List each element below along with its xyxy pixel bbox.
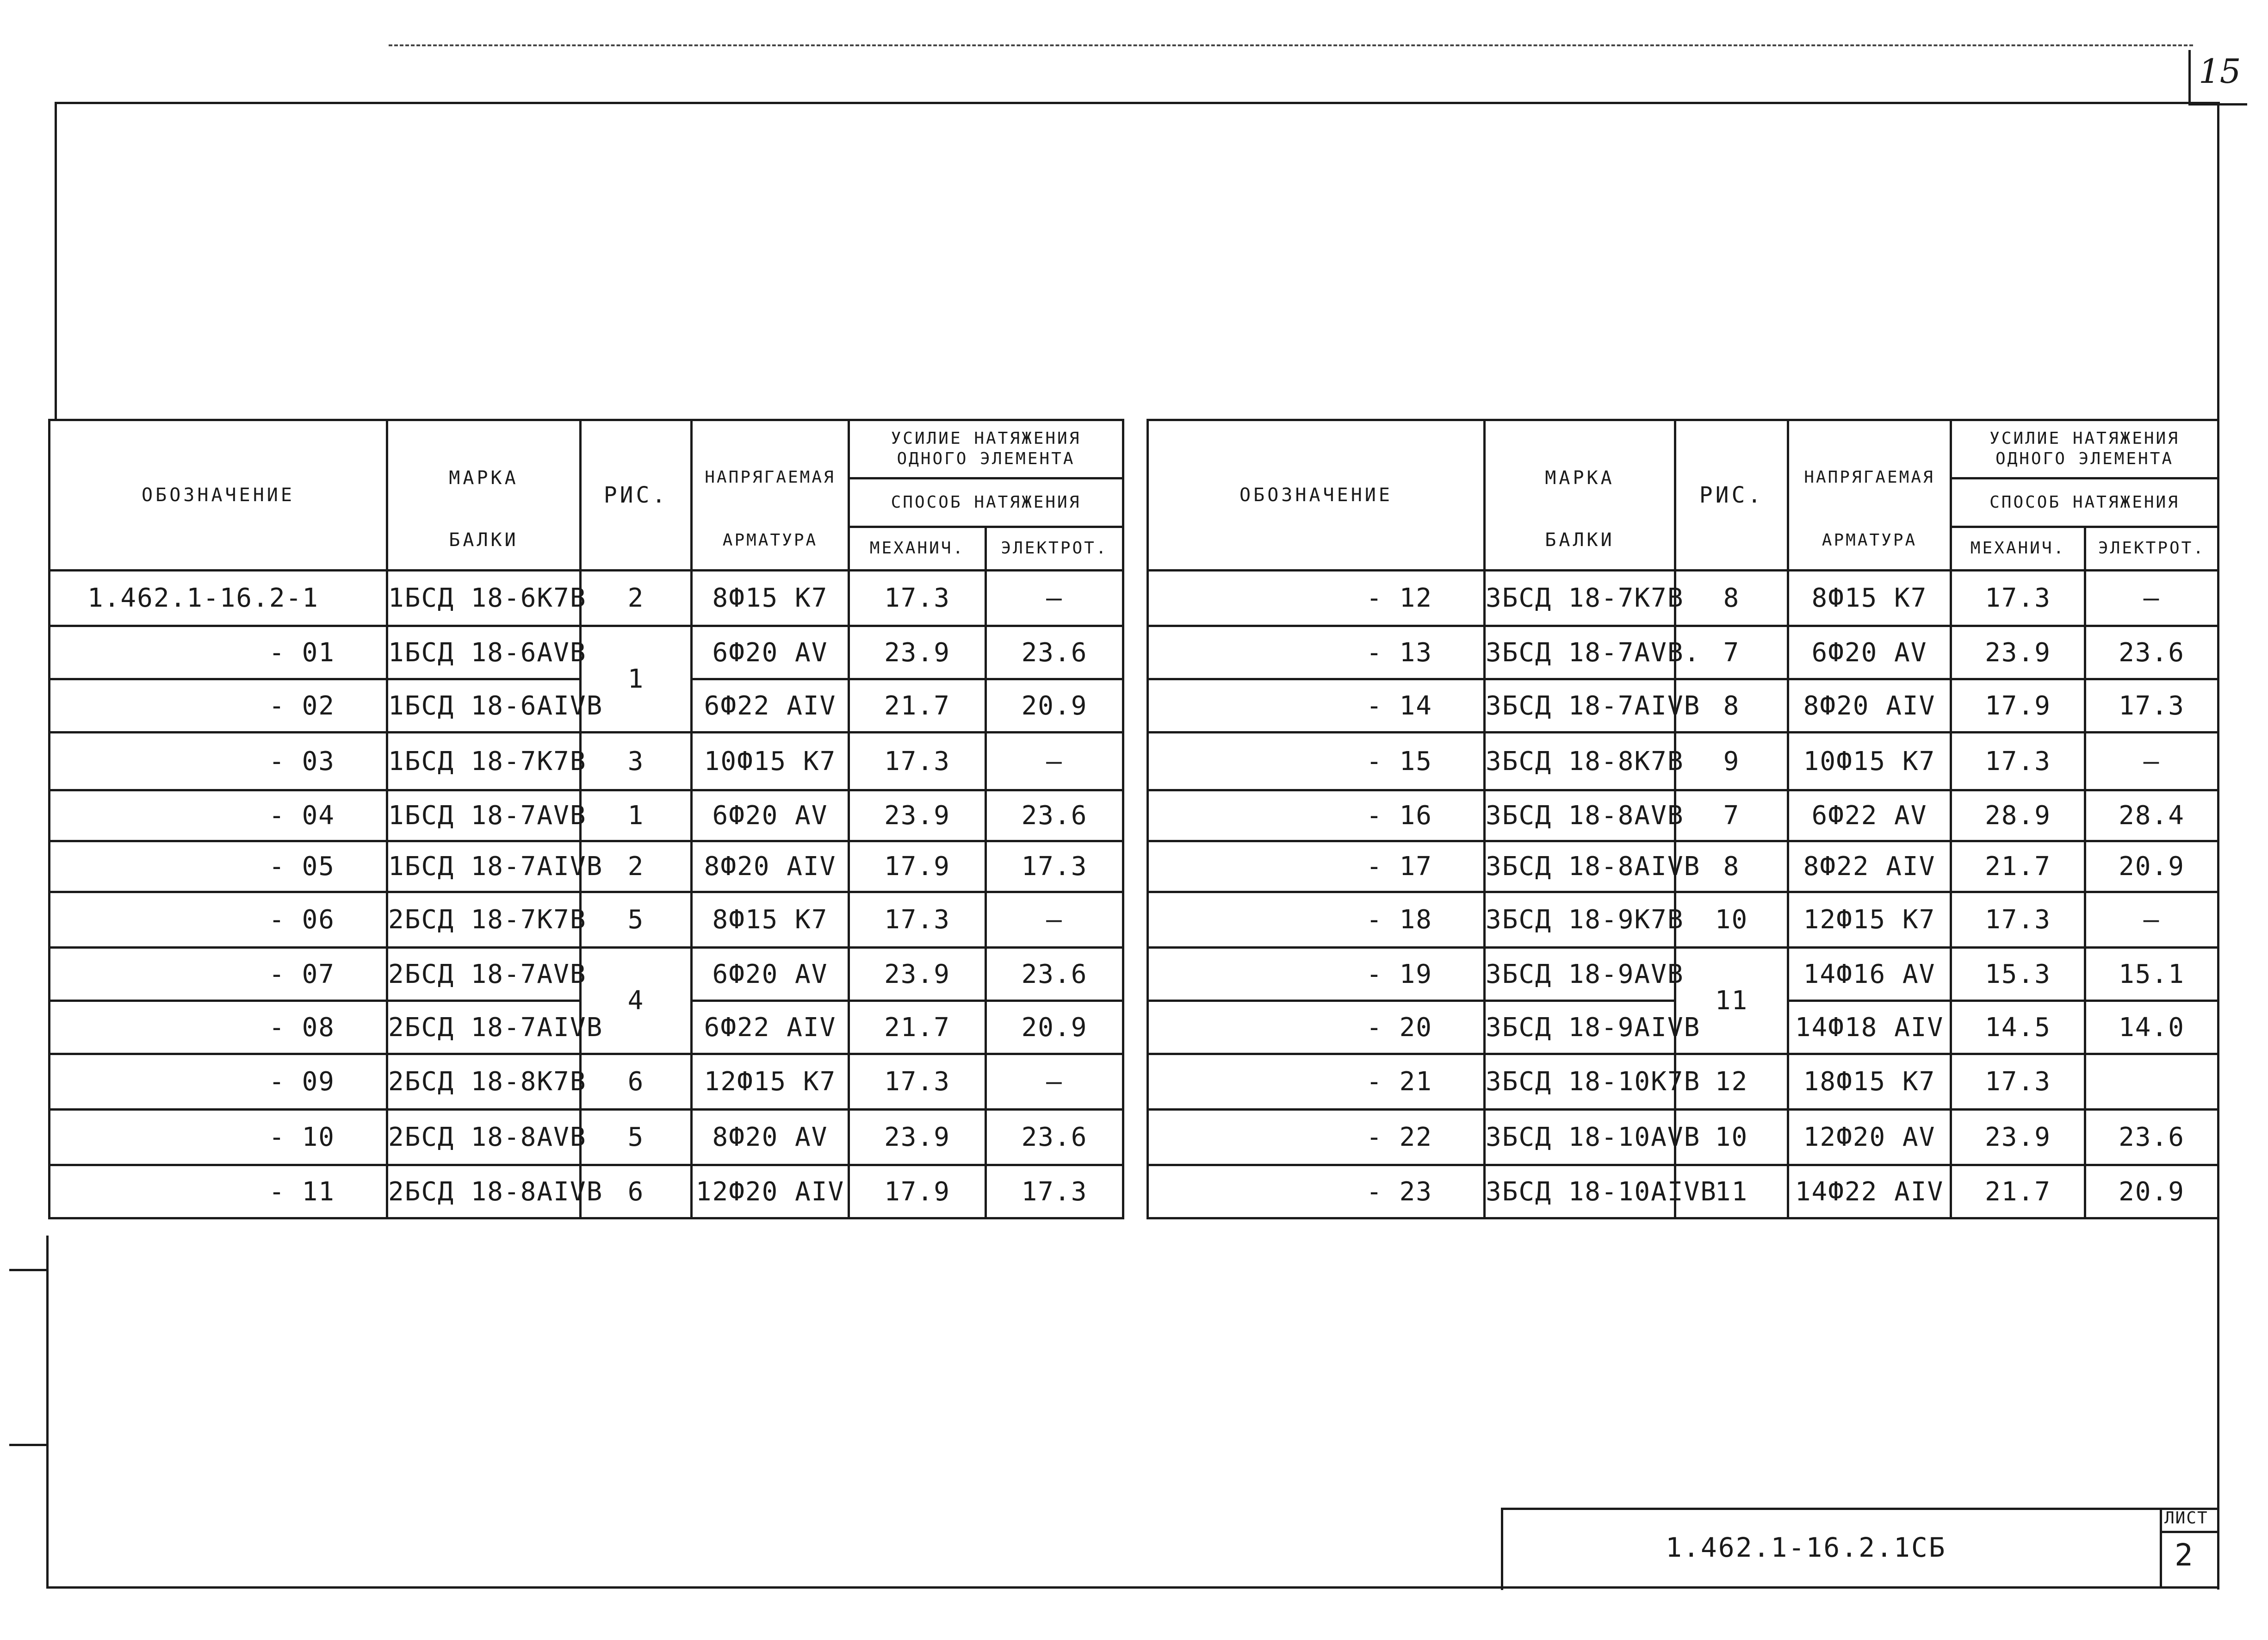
row-mark: 1БСД 18-7АVВ (387, 790, 581, 841)
row-mech: 23.9 (1951, 1110, 2085, 1165)
row-mark: 3БСД 18-10К7В (1485, 1054, 1675, 1110)
table-row (50, 1054, 1123, 1110)
row-reinforcement: 8Ф20 АV (692, 1110, 849, 1165)
sheet-cell-divider (2160, 1508, 2162, 1586)
row-reinforcement: 14Ф16 АV (1788, 948, 1951, 1001)
row-reinforcement: 8Ф15 К7 (692, 892, 849, 948)
row-designation: - 04 (50, 790, 387, 841)
row-mark: 3БСД 18-9АIVВ (1485, 1001, 1675, 1054)
row-designation: - 12 (1148, 571, 1485, 626)
row-figure: 10 (1675, 892, 1788, 948)
row-figure: 10 (1675, 1110, 1788, 1165)
row-electro: — (986, 1054, 1123, 1110)
header-mark-line2: БАЛКИ (449, 529, 519, 551)
header-force-line1: УСИЛИЕ НАТЯЖЕНИЯ (891, 429, 1081, 448)
row-electro: 23.6 (986, 1110, 1123, 1165)
row-electro: — (986, 571, 1123, 626)
top-dashed-rule (389, 44, 2193, 46)
row-reinforcement: 8Ф15 К7 (1788, 571, 1951, 626)
row-electro: — (986, 892, 1123, 948)
frame-top (55, 102, 2220, 104)
header-figure: РИС. (581, 420, 692, 571)
row-figure: 7 (1675, 626, 1788, 679)
table-row (50, 733, 1123, 790)
header-method: СПОСОБ НАТЯЖЕНИЯ (849, 478, 1123, 527)
row-reinforcement: 14Ф22 АIV (1788, 1165, 1951, 1218)
row-electro: 17.3 (986, 1165, 1123, 1218)
header-force-line2: ОДНОГО ЭЛЕМЕНТА (1995, 449, 2174, 469)
row-mark: 3БСД 18-7АVВ. (1485, 626, 1675, 679)
header-designation: ОБОЗНАЧЕНИЕ (50, 420, 387, 571)
row-mech: 21.7 (849, 679, 986, 733)
row-mark: 1БСД 18-7АIVВ (387, 841, 581, 892)
row-designation: - 06 (50, 892, 387, 948)
row-reinforcement: 12Ф20 АV (1788, 1110, 1951, 1165)
row-mark: 3БСД 18-8АVВ (1485, 790, 1675, 841)
row-mark: 2БСД 18-8АVВ (387, 1110, 581, 1165)
row-designation: - 16 (1148, 790, 1485, 841)
row-figure: 3 (581, 733, 692, 790)
row-electro: 17.3 (986, 841, 1123, 892)
row-figure: 6 (581, 1165, 692, 1218)
header-force-line1: УСИЛИЕ НАТЯЖЕНИЯ (1989, 429, 2180, 448)
header-mechanical: МЕХАНИЧ. (1951, 527, 2085, 570)
row-mech: 17.3 (849, 892, 986, 948)
header-mark-line1: МАРКА (1545, 467, 1615, 489)
row-designation: 1.462.1-16.2-1 (50, 571, 387, 626)
row-electro: 20.9 (986, 1001, 1123, 1054)
header-force (849, 420, 1123, 478)
row-designation: - 05 (50, 841, 387, 892)
row-designation: - 01 (50, 626, 387, 679)
row-designation: - 07 (50, 948, 387, 1001)
row-mark: 3БСД 18-9К7В (1485, 892, 1675, 948)
row-reinforcement: 6Ф22 АIV (692, 679, 849, 733)
row-mech: 17.3 (1951, 571, 2085, 626)
row-electro (2085, 1054, 2218, 1110)
row-mech: 17.9 (849, 841, 986, 892)
row-electro: — (2085, 571, 2218, 626)
page-number: 15 (2199, 52, 2241, 91)
row-electro: — (986, 733, 1123, 790)
row-reinforcement: 8Ф15 К7 (692, 571, 849, 626)
row-figure: 8 (1675, 571, 1788, 626)
table-row (1148, 790, 2218, 841)
row-figure: 6 (581, 1054, 692, 1110)
row-figure: 9 (1675, 733, 1788, 790)
header-reinforcement-line2: АРМАТУРА (1822, 531, 1917, 550)
table-row (1148, 626, 2218, 679)
table-row (1148, 948, 2218, 1001)
row-figure: 8 (1675, 841, 1788, 892)
spec-table-right (1146, 419, 2219, 1219)
header-reinforcement (692, 420, 849, 571)
table-row (50, 571, 1123, 626)
row-electro: 15.1 (2085, 948, 2218, 1001)
spec-table-left (48, 419, 1124, 1219)
row-figure: 7 (1675, 790, 1788, 841)
row-reinforcement: 10Ф15 К7 (692, 733, 849, 790)
header-force-line2: ОДНОГО ЭЛЕМЕНТА (897, 449, 1075, 469)
row-designation: - 14 (1148, 679, 1485, 733)
header-mechanical: МЕХАНИЧ. (849, 527, 986, 570)
row-designation: - 19 (1148, 948, 1485, 1001)
row-mark: 2БСД 18-7АIVВ (387, 1001, 581, 1054)
table-row (50, 1165, 1123, 1218)
table-row (50, 948, 1123, 1001)
header-mark (387, 420, 581, 571)
row-designation: - 17 (1148, 841, 1485, 892)
row-reinforcement: 14Ф18 АIV (1788, 1001, 1951, 1054)
row-mech: 17.3 (1951, 892, 2085, 948)
row-mech: 21.7 (1951, 1165, 2085, 1218)
row-mech: 23.9 (1951, 626, 2085, 679)
row-designation: - 02 (50, 679, 387, 733)
frame-left (55, 102, 57, 421)
row-designation: - 20 (1148, 1001, 1485, 1054)
header-mark-line2: БАЛКИ (1545, 529, 1615, 551)
row-figure: 11 (1675, 948, 1788, 1054)
row-mark: 3БСД 18-7К7В (1485, 571, 1675, 626)
row-electro: 23.6 (986, 626, 1123, 679)
sheet-label-rule (2160, 1531, 2217, 1533)
row-mech: 23.9 (849, 948, 986, 1001)
table-row (1148, 841, 2218, 892)
table-row (1148, 679, 2218, 733)
row-electro: 23.6 (986, 948, 1123, 1001)
row-reinforcement: 18Ф15 К7 (1788, 1054, 1951, 1110)
row-mech: 23.9 (849, 1110, 986, 1165)
row-reinforcement: 6Ф20 АV (1788, 626, 1951, 679)
table-row (1148, 571, 2218, 626)
row-mark: 3БСД 18-8К7В (1485, 733, 1675, 790)
table-row (1148, 733, 2218, 790)
header-electrothermal: ЭЛЕКТРОТ. (986, 527, 1123, 570)
row-designation: - 11 (50, 1165, 387, 1218)
row-designation: - 13 (1148, 626, 1485, 679)
row-electro: 23.6 (2085, 626, 2218, 679)
row-figure: 11 (1675, 1165, 1788, 1218)
row-electro: 14.0 (2085, 1001, 2218, 1054)
row-mech: 17.3 (849, 733, 986, 790)
table-row (50, 841, 1123, 892)
row-reinforcement: 8Ф20 АIV (1788, 679, 1951, 733)
row-electro: 17.3 (2085, 679, 2218, 733)
row-electro: — (2085, 733, 2218, 790)
row-mech: 17.9 (849, 1165, 986, 1218)
header-mark-line1: МАРКА (449, 467, 519, 489)
row-mech: 17.3 (849, 571, 986, 626)
row-electro: 20.9 (986, 679, 1123, 733)
row-mark: 2БСД 18-8АIVВ (387, 1165, 581, 1218)
row-designation: - 08 (50, 1001, 387, 1054)
row-electro: 23.6 (2085, 1110, 2218, 1165)
row-figure: 12 (1675, 1054, 1788, 1110)
row-mech: 14.5 (1951, 1001, 2085, 1054)
row-mech: 17.3 (1951, 733, 2085, 790)
row-mech: 21.7 (1951, 841, 2085, 892)
row-reinforcement: 8Ф20 АIV (692, 841, 849, 892)
row-mech: 23.9 (849, 790, 986, 841)
row-mech: 15.3 (1951, 948, 2085, 1001)
row-electro: — (2085, 892, 2218, 948)
header-reinforcement-line1: НАПРЯГАЕМАЯ (705, 468, 836, 487)
row-figure: 8 (1675, 679, 1788, 733)
row-designation: - 22 (1148, 1110, 1485, 1165)
binding-mark-2 (9, 1444, 47, 1446)
table-row (1148, 1054, 2218, 1110)
row-designation: - 18 (1148, 892, 1485, 948)
row-electro: 28.4 (2085, 790, 2218, 841)
table-row (50, 626, 1123, 679)
row-designation: - 15 (1148, 733, 1485, 790)
row-designation: - 23 (1148, 1165, 1485, 1218)
row-mark: 3БСД 18-9АVВ (1485, 948, 1675, 1001)
row-reinforcement: 6Ф20 АV (692, 948, 849, 1001)
row-mark: 3БСД 18-8АIVВ (1485, 841, 1675, 892)
row-mark: 3БСД 18-10АIVВ (1485, 1165, 1675, 1218)
row-figure: 4 (581, 948, 692, 1054)
frame-left-lower (46, 1236, 49, 1587)
row-electro: 23.6 (986, 790, 1123, 841)
row-reinforcement: 12Ф15 К7 (1788, 892, 1951, 948)
table-row (1148, 1110, 2218, 1165)
row-mark: 3БСД 18-7АIVВ (1485, 679, 1675, 733)
document-code: 1.462.1-16.2.1СБ (1666, 1532, 1946, 1563)
row-mech: 17.9 (1951, 679, 2085, 733)
header-force (1951, 420, 2218, 478)
row-reinforcement: 6Ф20 АV (692, 790, 849, 841)
row-reinforcement: 6Ф22 АV (1788, 790, 1951, 841)
row-mark: 3БСД 18-10АVВ (1485, 1110, 1675, 1165)
row-mech: 28.9 (1951, 790, 2085, 841)
row-reinforcement: 10Ф15 К7 (1788, 733, 1951, 790)
row-mark: 1БСД 18-6АVВ (387, 626, 581, 679)
header-reinforcement (1788, 420, 1951, 571)
sheet-number: 2 (2175, 1537, 2193, 1573)
header-reinforcement-line2: АРМАТУРА (722, 531, 818, 550)
row-mark: 1БСД 18-6К7В (387, 571, 581, 626)
header-designation: ОБОЗНАЧЕНИЕ (1148, 420, 1485, 571)
row-electro: 20.9 (2085, 1165, 2218, 1218)
row-figure: 2 (581, 571, 692, 626)
row-mark: 1БСД 18-6АIVВ (387, 679, 581, 733)
row-reinforcement: 12Ф15 К7 (692, 1054, 849, 1110)
header-mark (1485, 420, 1675, 571)
row-designation: - 09 (50, 1054, 387, 1110)
row-electro: 20.9 (2085, 841, 2218, 892)
header-method: СПОСОБ НАТЯЖЕНИЯ (1951, 478, 2218, 527)
table-row (1148, 892, 2218, 948)
row-figure: 1 (581, 790, 692, 841)
row-mech: 17.3 (1951, 1054, 2085, 1110)
table-row (1148, 1165, 2218, 1218)
row-mark: 2БСД 18-7АVВ (387, 948, 581, 1001)
row-figure: 1 (581, 626, 692, 733)
row-figure: 5 (581, 892, 692, 948)
binding-mark-1 (9, 1269, 47, 1271)
row-reinforcement: 12Ф20 АIV (692, 1165, 849, 1218)
row-reinforcement: 8Ф22 АIV (1788, 841, 1951, 892)
header-electrothermal: ЭЛЕКТРОТ. (2085, 527, 2218, 570)
row-designation: - 10 (50, 1110, 387, 1165)
row-reinforcement: 6Ф20 АV (692, 626, 849, 679)
header-reinforcement-line1: НАПРЯГАЕМАЯ (1804, 468, 1935, 487)
table-row (50, 1110, 1123, 1165)
row-mech: 21.7 (849, 1001, 986, 1054)
row-designation: - 21 (1148, 1054, 1485, 1110)
row-mech: 17.3 (849, 1054, 986, 1110)
table-row (50, 790, 1123, 841)
row-figure: 2 (581, 841, 692, 892)
header-figure: РИС. (1675, 420, 1788, 571)
sheet-label: ЛИСТ (2164, 1509, 2208, 1528)
table-row (50, 892, 1123, 948)
row-figure: 5 (581, 1110, 692, 1165)
row-mark: 1БСД 18-7К7В (387, 733, 581, 790)
row-mech: 23.9 (849, 626, 986, 679)
row-mark: 2БСД 18-8К7В (387, 1054, 581, 1110)
row-mark: 2БСД 18-7К7В (387, 892, 581, 948)
row-reinforcement: 6Ф22 АIV (692, 1001, 849, 1054)
row-designation: - 03 (50, 733, 387, 790)
